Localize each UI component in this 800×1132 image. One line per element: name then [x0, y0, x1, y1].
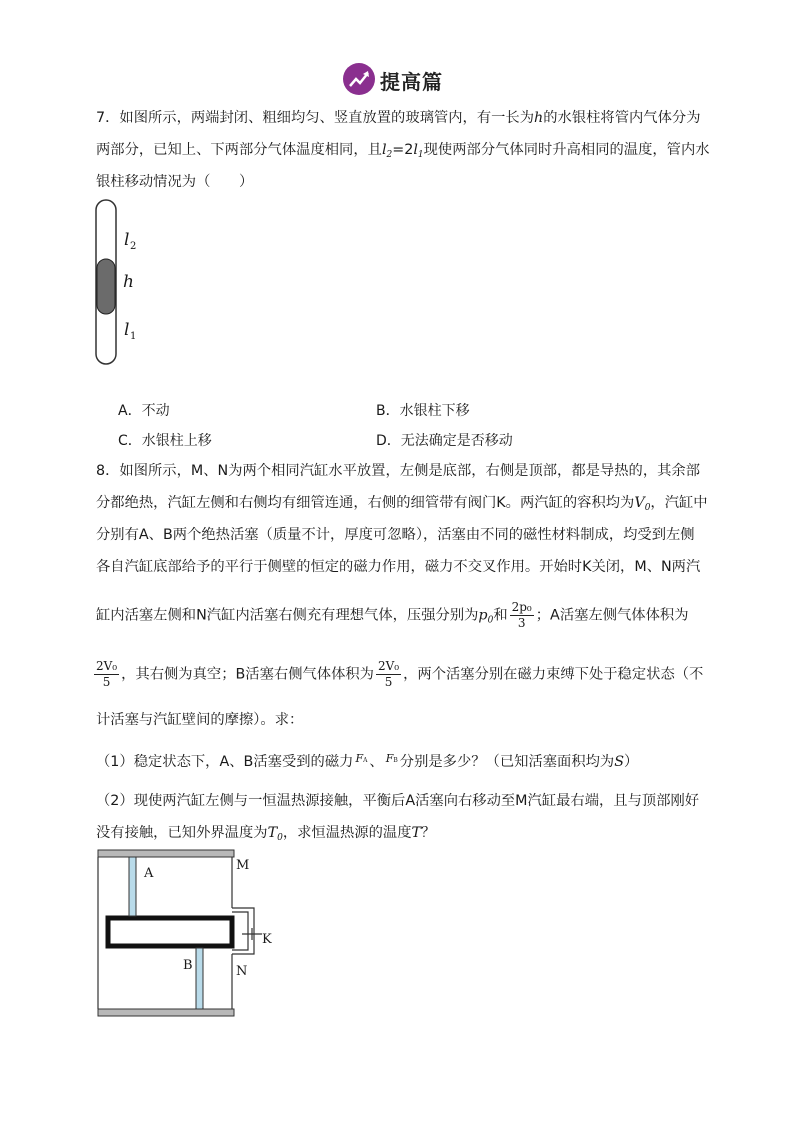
q8-sub-question-1: （1）稳定状态下，A、B活塞受到的磁力 FA 、 FB 分别是多少？（已知活塞面积均为S）: [96, 752, 639, 770]
label-l2-sub: 2: [130, 241, 137, 252]
label-l1: l: [124, 320, 130, 340]
label-piston-a: A: [144, 866, 154, 881]
q7-line-3: 银柱移动情况为（ ）: [96, 174, 254, 190]
logo-text: 提高篇: [380, 70, 443, 94]
q8-line-5: 缸内活塞左侧和N汽缸内活塞右侧充有理想气体，压强分别为$p_0$和 $\frac{\text{2p₀}}{3}$ ；A活塞左侧气体体积为: [96, 600, 689, 630]
label-h: h: [123, 272, 134, 292]
q7-tube-figure: [90, 196, 150, 368]
q8-line-1: 8．如图所示，M、N为两个相同汽缸水平放置，左侧是底部，右侧是顶部，都是导热的，其余部: [96, 463, 701, 479]
q8-sub-question-2-line-2: 没有接触，已知外界温度为$T_0$，求恒温热源的温度T？: [96, 825, 436, 843]
q8-line-2: 分都绝热，汽缸左侧和右侧均有细管连通，右侧的细管带有阀门K。两汽缸的容积均为$V_0$，汽缸中: [96, 495, 708, 513]
glass-tube-diagram: [90, 196, 150, 368]
q7-option-d[interactable]: D．无法确定是否移动: [376, 433, 513, 449]
label-valve-k: K: [262, 932, 272, 947]
q7-option-c[interactable]: C．水银柱上移: [118, 433, 212, 449]
q8-sub-question-2-line-1: （2）现使两汽缸左侧与一恒温热源接触，平衡后A活塞向右移动至M汽缸最右端，且与顶部刚好: [96, 793, 700, 809]
fraction-2v0-5-b: $\frac{\text{2V₀}}{5}$: [377, 659, 400, 689]
q7-option-b[interactable]: B．水银柱下移: [376, 403, 470, 419]
q8-cylinder-figure: [96, 846, 296, 1022]
q8-line-7: 计活塞与汽缸壁间的摩擦）。求：: [96, 712, 304, 728]
logo-badge-icon: [342, 62, 376, 96]
label-cylinder-n: N: [236, 964, 248, 979]
q7-line-2: 两部分，已知上、下两部分气体温度相同，且$l_2=2l_1$现使两部分气体同时升高相同的温度，管内水: [96, 142, 710, 160]
q8-line-6: $\frac{\text{2V₀}}{5}$ ，其右侧为真空；B活塞右侧气体体积为 $\frac{\text{2V₀}}{5}$ ，两个活塞分别在磁力束缚下处于稳定状态（不: [96, 659, 704, 689]
label-l2: l: [124, 230, 130, 250]
label-cylinder-m: M: [236, 858, 250, 873]
label-piston-b: B: [183, 958, 193, 973]
label-l1-sub: 1: [130, 331, 137, 342]
q7-line-1: 7．如图所示，两端封闭、粗细均匀、竖直放置的玻璃管内，有一长为h的水银柱将管内气体分为: [96, 110, 701, 126]
logo: [342, 62, 452, 96]
q8-line-3: 分别有A、B两个绝热活塞（质量不计，厚度可忽略），活塞由不同的磁性材料制成，均受到左侧: [96, 527, 695, 543]
q8-line-4: 各自汽缸底部给予的平行于侧壁的恒定的磁力作用，磁力不交叉作用。开始时K关闭，M、N两汽: [96, 559, 701, 575]
fraction-2p0-3: $\frac{\text{2p₀}}{3}$: [511, 600, 532, 630]
fraction-2v0-5-a: $\frac{\text{2V₀}}{5}$: [96, 659, 118, 689]
q7-option-a[interactable]: A．不动: [118, 403, 170, 419]
